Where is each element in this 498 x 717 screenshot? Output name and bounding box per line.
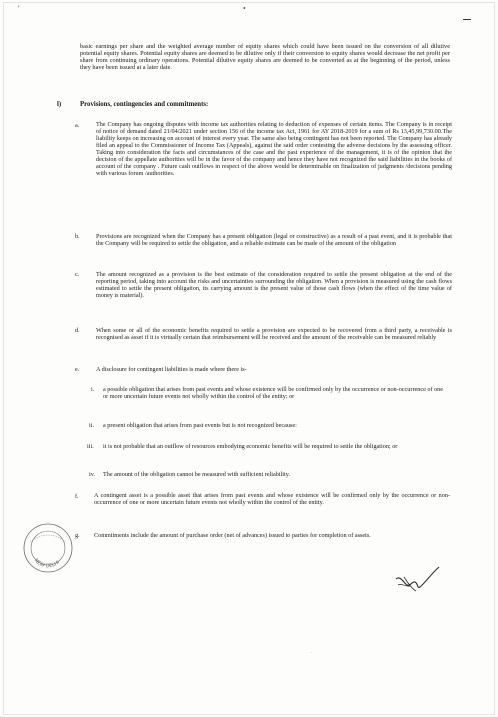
item-b-text: Provisions are recognized when the Company has a present obligation (legal or constructive) as a result of a past event, and it is probable that the Company will be required to settle the obligation, and a reliable estimate can be made of the amount of the obligation [96, 233, 452, 247]
item-g-text: Commitments include the amount of purchase order (net of advances) issued to parties for completion of assets. [94, 532, 371, 539]
svg-text:NEW DELHI [33, 558, 61, 570]
subitem-label-iii: iii. [87, 443, 94, 450]
item-label-e: e. [75, 366, 80, 373]
item-label-g: g. [75, 532, 80, 539]
item-d-text: When some or all of the economic benefits required to settle a provision are expected to be recovered from a third party, a receivable is recognised as asset if it is virtually certain that reimbursement will be received and the amount of the receivable can be measured reliably [96, 327, 452, 341]
scan-speck: · [310, 649, 313, 657]
scan-border [3, 2, 495, 715]
subitem-i-text: a possible obligation that arises from past events and whose existence will be confirmed only by the occurrence or non-occurrence of one or more uncertain future events not wholly within the control of the entity; or [103, 386, 444, 400]
section-title: Provisions, contingencies and commitments: [80, 101, 209, 108]
top-center-mark: • [243, 4, 246, 13]
item-label-f: f. [75, 493, 79, 500]
subitem-label-i: i. [91, 386, 95, 393]
top-right-dash [463, 19, 471, 20]
subitem-ii-text: a present obligation that arises from past events but is not recognized because: [103, 422, 297, 429]
item-label-c: c. [75, 271, 80, 278]
seal-stamp-icon [22, 522, 74, 574]
item-a-text: The Company has ongoing disputes with income tax authorities relating to deduction of expenses of certain items. The Company is in receipt of notice of demand dated 21/04/2021 under section 156 of the income tax Act, 1961 for AY 2018-2019 for a sum of Rs 13,45,99,730.00.The liability keeps on increasing on account of interest every year. The same also being contingent has not been reported. The Company has already filed an appeal to the Commissioner of Income Tax (Appeals), against the said order contesting the adverse decisions by the assessing officer. Taking into consideration the facts and circumstances of the case and the past experience of the management, it is of the opinion that the decision of the appellate authorities will be in the favor of the company and hence they have not recognized the said liabilities in the books of account of the company . Future cash outflows in respect of the above would be determinable on finalization of judgments /decisions pending with various forum /authorities. [96, 121, 452, 177]
subitem-label-iv: iv. [89, 471, 95, 478]
top-margin-mark: ' [18, 4, 20, 13]
item-label-b: b. [75, 233, 80, 240]
item-f-text: A contingent asset is a possible asset that arises from past events and whose existence will be confirmed only by the occurrence or non-occurrence of one or more uncertain future events not wholly within the control of the entity. [94, 492, 450, 506]
item-c-text: The amount recognized as a provision is the best estimate of the consideration required to settle the present obligation at the end of the reporting period, taking into account the risks and uncertainties surrounding the obligation. When a provision is measured using the cash flows estimated to settle the present obligation, its carrying amount is the present value of those cash flows (when the effect of the time value of money is material). [96, 271, 452, 299]
seal-text: NEW DELHI [32, 557, 61, 570]
signature-icon [392, 565, 442, 599]
subitem-iv-text: The amount of the obligation cannot be measured with sufficient reliability. [103, 471, 290, 478]
intro-paragraph: basic earnings per share and the weighted average number of equity shares which could have been issued on the conversion of all dilutive potential equity shares. Potential equity shares are deemed to be dilutive only if their conversion to equity shares would decrease the net profit per share from continuing ordinary operations. Potential dilutive equity shares are deemed to be converted as at the beginning of the period, unless they have been issued at a later date. [80, 43, 450, 72]
subitem-label-ii: ii. [89, 422, 94, 429]
item-label-a: a. [75, 122, 80, 129]
section-number: l) [57, 101, 62, 108]
subitem-iii-text: it is not probable that an outflow of resources embodying economic benefits will be required to settle the obligation; or [103, 443, 398, 450]
item-label-d: d. [75, 327, 80, 334]
item-e-text: A disclosure for contingent liabilities is made where there is- [96, 366, 247, 373]
